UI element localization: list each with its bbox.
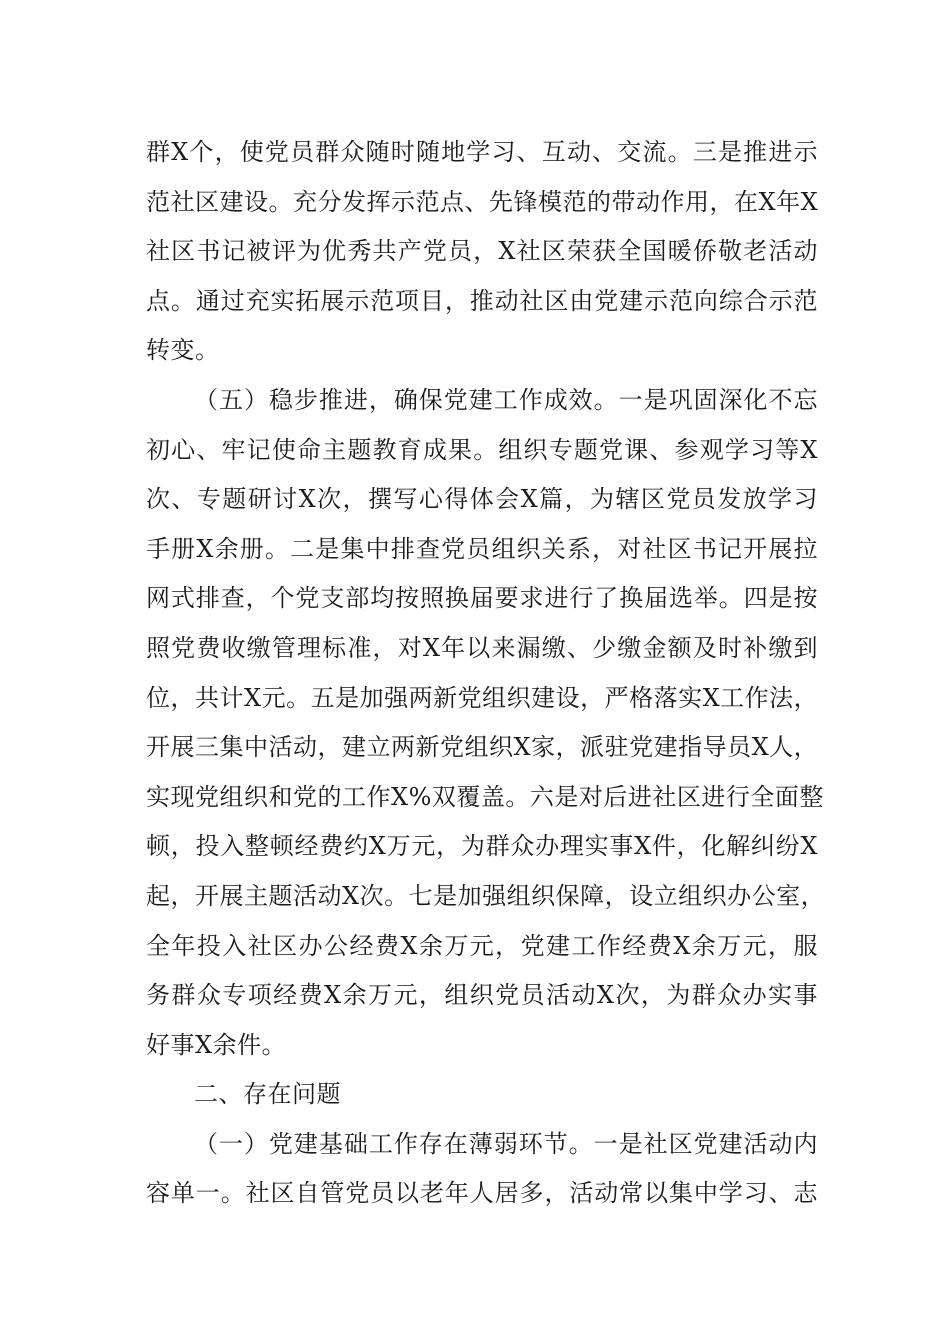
text-line: 范社区建设。充分发挥示范点、先锋模范的带动作用，在X年X	[146, 187, 819, 216]
document-body	[146, 128, 826, 1219]
chapter-heading: 二、存在问题	[194, 1080, 341, 1109]
text-line: 起，开展主题活动X次。七是加强组织保障，设立组织办公室，	[146, 881, 826, 910]
text-line: 务群众专项经费X余万元，组织党员活动X次，为群众办实事	[146, 981, 818, 1010]
text-line: 好事X余件。	[146, 1030, 287, 1059]
text-line: 顿，投入整顿经费约X万元，为群众办理实事X件，化解纠纷X	[146, 832, 818, 861]
text-line: 网式排查，个党支部均按照换届要求进行了换届选举。四是按	[146, 584, 818, 613]
text-line: 点。通过充实拓展示范项目，推动社区由党建示范向综合示范	[146, 286, 818, 315]
text-line: 实现党组织和党的工作X%双覆盖。六是对后进社区进行全面整	[146, 782, 824, 811]
text-line: 手册X余册。二是集中排查党员组织关系，对社区书记开展拉	[146, 534, 818, 563]
text-line: 次、专题研讨X次，撰写心得体会X篇，为辖区党员发放学习	[146, 485, 818, 514]
text-line: 转变。	[146, 336, 220, 365]
text-line: 社区书记被评为优秀共产党员，X社区荣获全国暖侨敬老活动	[146, 237, 818, 266]
text-line: 群X个，使党员群众随时随地学习、互动、交流。三是推进示	[146, 138, 818, 166]
text-line: 开展三集中活动，建立两新党组织X家，派驻党建指导员X人，	[146, 733, 819, 762]
text-line: 全年投入社区办公经费X余万元，党建工作经费X余万元，服	[146, 931, 818, 960]
section-heading-1: （一）党建基础工作存在薄弱环节。一是社区党建活动内	[194, 1129, 818, 1158]
section-heading-5: （五）稳步推进，确保党建工作成效。一是巩固深化不忘	[194, 385, 818, 414]
text-line: 容单一。社区自管党员以老年人居多，活动常以集中学习、志	[146, 1179, 818, 1208]
text-line: 位，共计X元。五是加强两新党组织建设，严格落实X工作法，	[146, 683, 819, 712]
text-line: 初心、牢记使命主题教育成果。组织专题党课、参观学习等X	[146, 435, 818, 464]
text-line: 照党费收缴管理标准，对X年以来漏缴、少缴金额及时补缴到	[146, 633, 818, 662]
